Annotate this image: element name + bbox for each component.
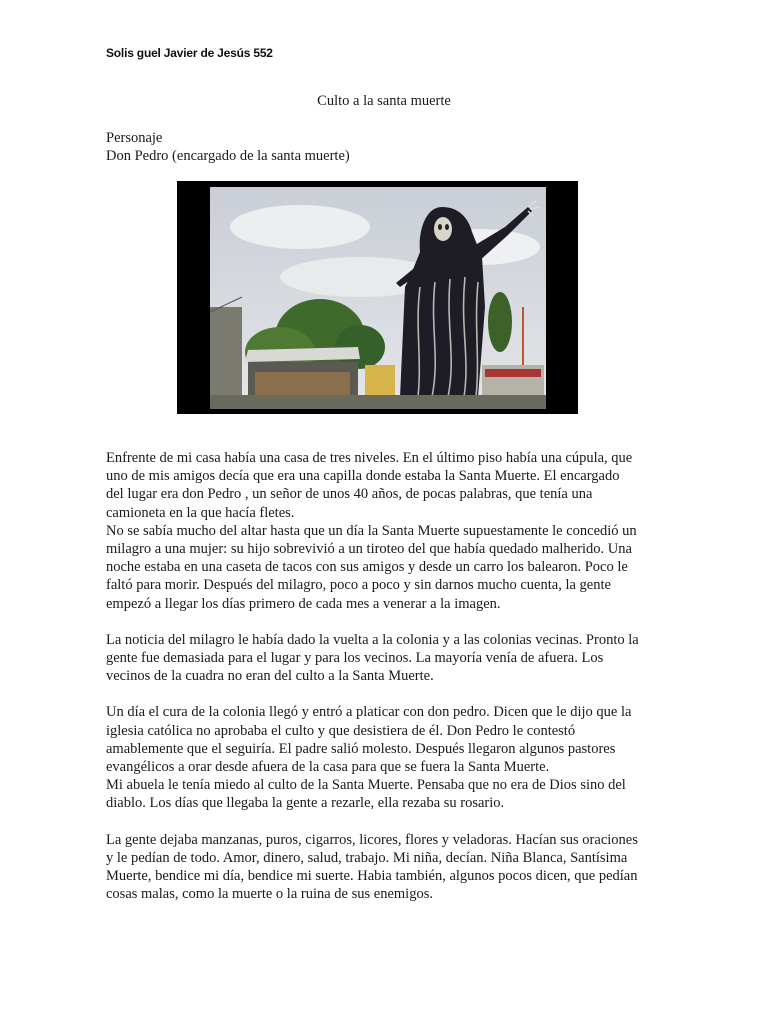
text-line: No se sabía mucho del altar hasta que un día la Santa Muerte supuestamente le concedió un xyxy=(106,522,637,539)
text-line: diablo. Los días que llegaba la gente a rezarle, ella rezaba su rosario. xyxy=(106,795,505,812)
text-line: camioneta en la que hacía fletes. xyxy=(106,504,295,521)
text-line: Un día el cura de la colonia llegó y entró a platicar con don pedro. Dicen que le dijo que la xyxy=(106,704,632,721)
text-line: empezó a llegar los días primero de cada mes a venerar a la imagen. xyxy=(106,595,501,612)
paragraph-1 xyxy=(106,449,666,613)
author-header: Solis guel Javier de Jesús 552 xyxy=(106,46,273,60)
text-line: Muerte, bendice mi día, bendice mi suerte. Habia también, algunos pocos dicen, que pedían xyxy=(106,868,638,885)
text-line: milagro a una mujer: su hijo sobrevivió a un tiroteo del que había quedado malherido. Una xyxy=(106,541,632,558)
text-line: cosas malas, como la muerte o la ruina de sus enemigos. xyxy=(106,886,433,903)
photo-frame xyxy=(177,181,578,414)
personaje-label: Personaje xyxy=(106,130,163,146)
paragraph-3 xyxy=(106,703,666,812)
paragraph-4 xyxy=(106,831,666,904)
text-line: La gente dejaba manzanas, puros, cigarros, licores, flores y veladoras. Hacían sus oraciones xyxy=(106,831,638,848)
body-text xyxy=(106,449,666,903)
paragraph-2 xyxy=(106,631,666,686)
text-line: La noticia del milagro le había dado la vuelta a la colonia y a las colonias vecinas. Pronto la xyxy=(106,631,639,648)
document-title: Culto a la santa muerte xyxy=(317,93,451,109)
text-line: y le pedían de todo. Amor, dinero, salud, trabajo. Mi niña, decían. Niña Blanca, Santísima xyxy=(106,849,628,866)
text-line: gente fue demasiada para el lugar y para los vecinos. La mayoría venía de afuera. Los xyxy=(106,650,604,667)
personaje-name: Don Pedro (encargado de la santa muerte) xyxy=(106,148,350,164)
text-line: del lugar era don Pedro , un señor de unos 40 años, de pocas palabras, que tenía una xyxy=(106,486,593,503)
text-line: Mi abuela le tenía miedo al culto de la Santa Muerte. Pensaba que no era de Dios sino del xyxy=(106,777,626,794)
santa-muerte-statue-photo xyxy=(210,187,546,409)
text-line: Enfrente de mi casa había una casa de tres niveles. En el último piso había una cúpula, que xyxy=(106,450,633,466)
text-line: uno de mis amigos decía que era una capilla donde estaba la Santa Muerte. El encargado xyxy=(106,468,620,485)
text-line: amablemente que el seguiría. El padre salió molesto. Después llegaron algunos pastores xyxy=(106,740,616,757)
text-line: iglesia católica no aprobaba el culto y que desistiera de él. Don Pedro le contestó xyxy=(106,722,576,739)
personaje-block xyxy=(106,129,350,165)
text-line: evangélicos a orar desde afuera de la casa para que se fuera la Santa Muerte. xyxy=(106,759,550,776)
text-line: faltó para morir. Después del milagro, poco a poco y sin darnos mucho cuenta, la gente xyxy=(106,577,611,594)
text-line: noche estaba en una caseta de tacos con sus amigos y desde un carro los balearon. Poco le xyxy=(106,559,628,576)
text-line: vecinos de la cuadra no eran del culto a la Santa Muerte. xyxy=(106,668,434,685)
